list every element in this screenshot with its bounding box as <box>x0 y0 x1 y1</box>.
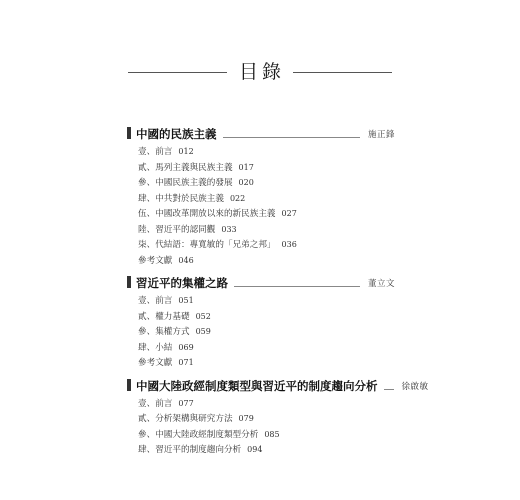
section-heading[interactable] <box>127 122 395 142</box>
section-author: 施正鋒 <box>367 130 395 140</box>
section-author: 董立文 <box>367 279 395 289</box>
entry-label: 貳、分析架構與研究方法 <box>138 414 233 424</box>
entry-page: 022 <box>229 193 246 203</box>
toc-entry[interactable] <box>138 144 395 160</box>
entry-page: 094 <box>247 445 263 454</box>
entry-page: 077 <box>178 398 194 408</box>
entry-page: 033 <box>221 224 237 234</box>
entry-label: 柒、代結語：專寬敏的「兄弟之邦」 <box>138 240 276 250</box>
entry-page: 059 <box>195 327 211 336</box>
entry-page: 052 <box>195 311 211 321</box>
toc-section-1 <box>127 122 395 268</box>
entry-page: 071 <box>178 358 194 367</box>
toc-entry[interactable] <box>138 160 395 176</box>
page-title: 目錄 <box>239 61 286 83</box>
toc-section-2 <box>127 271 395 371</box>
section-marker-icon <box>127 127 131 139</box>
section-leader-line <box>234 286 360 287</box>
entry-page: 012 <box>178 147 194 156</box>
section-heading[interactable] <box>127 374 429 394</box>
toc-entry[interactable] <box>138 442 395 458</box>
toc-entry[interactable] <box>138 222 395 238</box>
entry-page: 046 <box>178 255 194 265</box>
entry-label: 壹、前言 <box>138 147 173 157</box>
entry-label: 肆、小結 <box>138 342 173 353</box>
toc-entry[interactable] <box>138 309 395 325</box>
entry-label: 參、集權方式 <box>138 327 190 337</box>
entry-label: 參、中國大陸政經制度類型分析 <box>138 429 259 440</box>
toc-entry[interactable] <box>138 324 395 340</box>
toc-entry[interactable] <box>138 355 395 371</box>
toc-section-3 <box>127 374 429 458</box>
section-leader-line <box>384 389 394 390</box>
entry-label: 貳、馬列主義與民族主義 <box>138 162 233 173</box>
entry-label: 參、中國民族主義的發展 <box>138 178 233 188</box>
entry-label: 伍、中國改革開放以來的新民族主義 <box>138 209 276 219</box>
toc-entry[interactable] <box>138 253 395 269</box>
section-marker-icon <box>127 379 131 391</box>
section-title: 中國的民族主義 <box>136 127 217 141</box>
section-title: 中國大陸政經制度類型與習近平的制度趨向分析 <box>136 378 378 393</box>
entry-page: 069 <box>178 342 194 352</box>
section-title: 習近平的集權之路 <box>136 276 228 290</box>
entry-label: 參考文獻 <box>138 255 173 266</box>
section-entries <box>127 293 395 371</box>
entry-page: 017 <box>238 162 254 172</box>
toc-entry[interactable] <box>138 206 395 222</box>
entry-page: 079 <box>238 414 254 423</box>
toc-entry[interactable] <box>138 191 395 207</box>
toc-heading <box>128 61 392 83</box>
entry-label: 壹、前言 <box>138 398 173 409</box>
toc-entry[interactable] <box>138 237 395 253</box>
entry-label: 貳、權力基礎 <box>138 311 190 322</box>
section-heading[interactable] <box>127 271 395 291</box>
toc-entry[interactable] <box>138 396 395 412</box>
section-leader-line <box>223 137 360 138</box>
toc-entry[interactable] <box>138 427 395 443</box>
heading-rule-left <box>128 72 227 73</box>
entry-label: 壹、前言 <box>138 296 173 306</box>
section-entries <box>127 396 395 458</box>
toc-entry[interactable] <box>138 293 395 309</box>
section-entries <box>127 144 395 268</box>
entry-label: 肆、中共對於民族主義 <box>138 193 224 204</box>
entry-label: 參考文獻 <box>138 358 173 368</box>
entry-page: 020 <box>238 178 254 187</box>
entry-page: 051 <box>178 296 194 305</box>
toc-entry[interactable] <box>138 340 395 356</box>
toc-entry[interactable] <box>138 411 395 427</box>
entry-page: 085 <box>264 429 280 439</box>
section-author: 徐啟敏 <box>401 381 429 392</box>
toc-entry[interactable] <box>138 175 395 191</box>
table-of-contents <box>127 122 429 458</box>
entry-label: 肆、習近平的制度趨向分析 <box>138 445 242 455</box>
entry-page: 027 <box>281 209 297 218</box>
entry-page: 036 <box>281 240 297 249</box>
entry-label: 陸、習近平的認同觀 <box>138 224 216 235</box>
section-marker-icon <box>127 276 131 288</box>
heading-rule-right <box>293 72 392 73</box>
